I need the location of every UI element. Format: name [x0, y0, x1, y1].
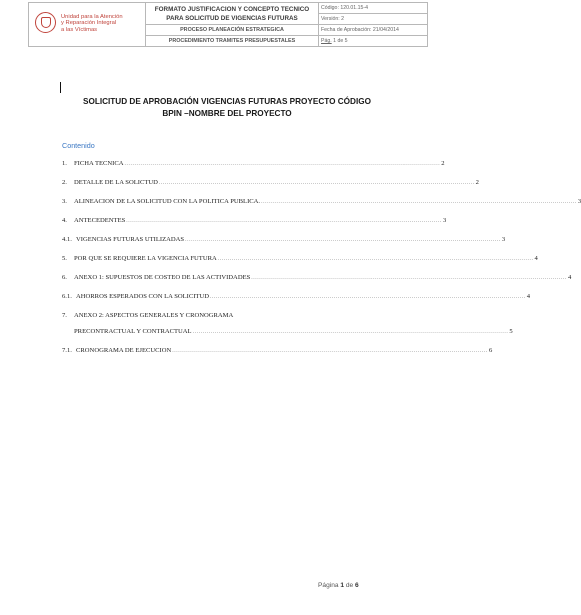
toc-entry-number: 4.1.	[62, 236, 72, 243]
logo-text	[61, 14, 141, 34]
toc-entry-number: 1.	[62, 160, 67, 167]
footer-current-page: 1	[340, 582, 345, 589]
text-cursor	[60, 82, 61, 93]
page-footer	[318, 582, 359, 589]
toc-entry-label: AHORROS ESPERADOS CON LA SOLICITUD	[76, 293, 209, 300]
toc-entry-number: 4.	[62, 217, 67, 224]
toc-leader-dots: ..............................................................................................................................................................	[261, 199, 577, 205]
toc-leader-dots: ..............................................................................................................................................................	[217, 256, 534, 262]
footer-total-pages: 6	[355, 582, 359, 589]
toc-entry-page: 3	[443, 217, 447, 224]
toc-leader-dots: ..............................................................................................................................................................	[210, 294, 526, 300]
toc-entry-page: 4	[568, 274, 572, 281]
toc-entry-number: 7.	[62, 312, 67, 319]
toc-entry[interactable]	[62, 158, 445, 167]
document-title	[44, 96, 410, 120]
process-cell: PROCESO PLANEACIÓN ESTRATEGICA	[146, 25, 319, 36]
unidad-victimas-logo	[31, 6, 143, 44]
toc-leader-dots: ..............................................................................................................................................................	[192, 329, 509, 335]
toc-entry-continuation[interactable]	[62, 326, 513, 335]
code-cell: Código: 120.01.15-4	[319, 3, 428, 14]
toc-entry-label: CRONOGRAMA DE EJECUCION	[76, 347, 172, 354]
format-title-cell	[146, 3, 319, 25]
toc-entry-page: 4	[534, 255, 538, 262]
toc-entry-page: 2	[475, 179, 479, 186]
toc-entry-label: ANTECEDENTES	[74, 217, 126, 224]
toc-entry-page: 2	[441, 160, 445, 167]
logo-text-line-1: Unidad para la Atención	[61, 13, 123, 20]
approval-date-cell: Fecha de Aprobación: 21/04/2014	[319, 25, 428, 36]
toc-entry-label: DETALLE DE LA SOLICTUD	[74, 179, 158, 186]
toc-entry-number: 3.	[62, 198, 67, 205]
toc-entry[interactable]	[62, 253, 538, 262]
toc-entry[interactable]	[62, 196, 581, 205]
toc-leader-dots: ..............................................................................................................................................................	[172, 348, 489, 354]
toc-entry-page: 5	[509, 328, 513, 335]
footer-middle: de	[344, 582, 356, 589]
toc-entry-label: ANEXO 2: ASPECTOS GENERALES Y CRONOGRAMA	[74, 312, 234, 319]
toc-entry[interactable]	[62, 215, 447, 224]
toc-entry-label: POR QUE SE REQUIERE LA VIGENCIA FUTURA	[74, 255, 217, 262]
toc-entry[interactable]	[62, 291, 531, 300]
toc-entry-number: 6.1.	[62, 293, 72, 300]
toc-entry-label: FICHA TECNICA	[74, 160, 124, 167]
toc-entry-number: 5.	[62, 255, 67, 262]
title-line-1: SOLICITUD DE APROBACIÓN VIGENCIAS FUTURAS PROYECTO CÓDIGO	[83, 97, 371, 106]
toc-entry-label: VIGENCIAS FUTURAS UTILIZADAS	[76, 236, 185, 243]
toc-entry-number: 6.	[62, 274, 67, 281]
toc-entry-number: 2.	[62, 179, 67, 186]
format-title-line-2: PARA SOLICITUD DE VIGENCIAS FUTURAS	[166, 14, 298, 22]
procedure-cell: PROCEDIMIENTO TRAMITES PRESUPUESTALES	[146, 36, 319, 47]
toc-entry-label: ALINEACION DE LA SOLICITUD CON LA POLITICA PUBLICA.	[74, 198, 261, 205]
toc-leader-dots: ..............................................................................................................................................................	[251, 275, 568, 281]
page-value: 1 de 5	[331, 38, 348, 44]
format-title-line-1: FORMATO JUSTIFICACION Y CONCEPTO TECNICO	[154, 5, 310, 13]
footer-prefix: Página	[318, 582, 341, 589]
toc-entry-page: 6	[489, 347, 493, 354]
document-header-table	[28, 2, 428, 47]
toc-entry[interactable]	[62, 272, 572, 281]
toc-entry-page: 4	[526, 293, 531, 300]
logo-cell	[29, 3, 146, 47]
toc-leader-dots: ..............................................................................................................................................................	[158, 180, 475, 186]
seal-icon	[35, 12, 56, 33]
toc-entry[interactable]	[62, 234, 506, 243]
logo-text-line-2: y Reparación Integral	[61, 20, 117, 27]
toc-entry-number: 7.1.	[62, 347, 72, 354]
toc-leader-dots: ..............................................................................................................................................................	[126, 218, 443, 224]
page-label: Pág.	[321, 38, 332, 44]
contents-heading: Contenido	[62, 141, 95, 150]
toc-entry-label-line-2: PRECONTRACTUAL Y CONTRACTUAL	[74, 328, 192, 335]
toc-entry-label: ANEXO 1: SUPUESTOS DE COSTEO DE LAS ACTIVIDADES	[74, 274, 251, 281]
toc-entry-page: 3	[501, 236, 506, 243]
toc-entry-page: 3	[577, 198, 581, 205]
toc-entry[interactable]	[62, 177, 479, 186]
header-page-cell	[319, 36, 428, 47]
title-line-2: BPIN –NOMBRE DEL PROYECTO	[162, 109, 292, 118]
toc-leader-dots: ..............................................................................................................................................................	[124, 161, 441, 167]
logo-text-line-3: a las Víctimas	[61, 26, 98, 33]
toc-leader-dots: ..............................................................................................................................................................	[185, 237, 501, 243]
toc-entry[interactable]	[62, 310, 382, 319]
toc-entry[interactable]	[62, 345, 493, 354]
version-cell: Versión: 2	[319, 14, 428, 25]
